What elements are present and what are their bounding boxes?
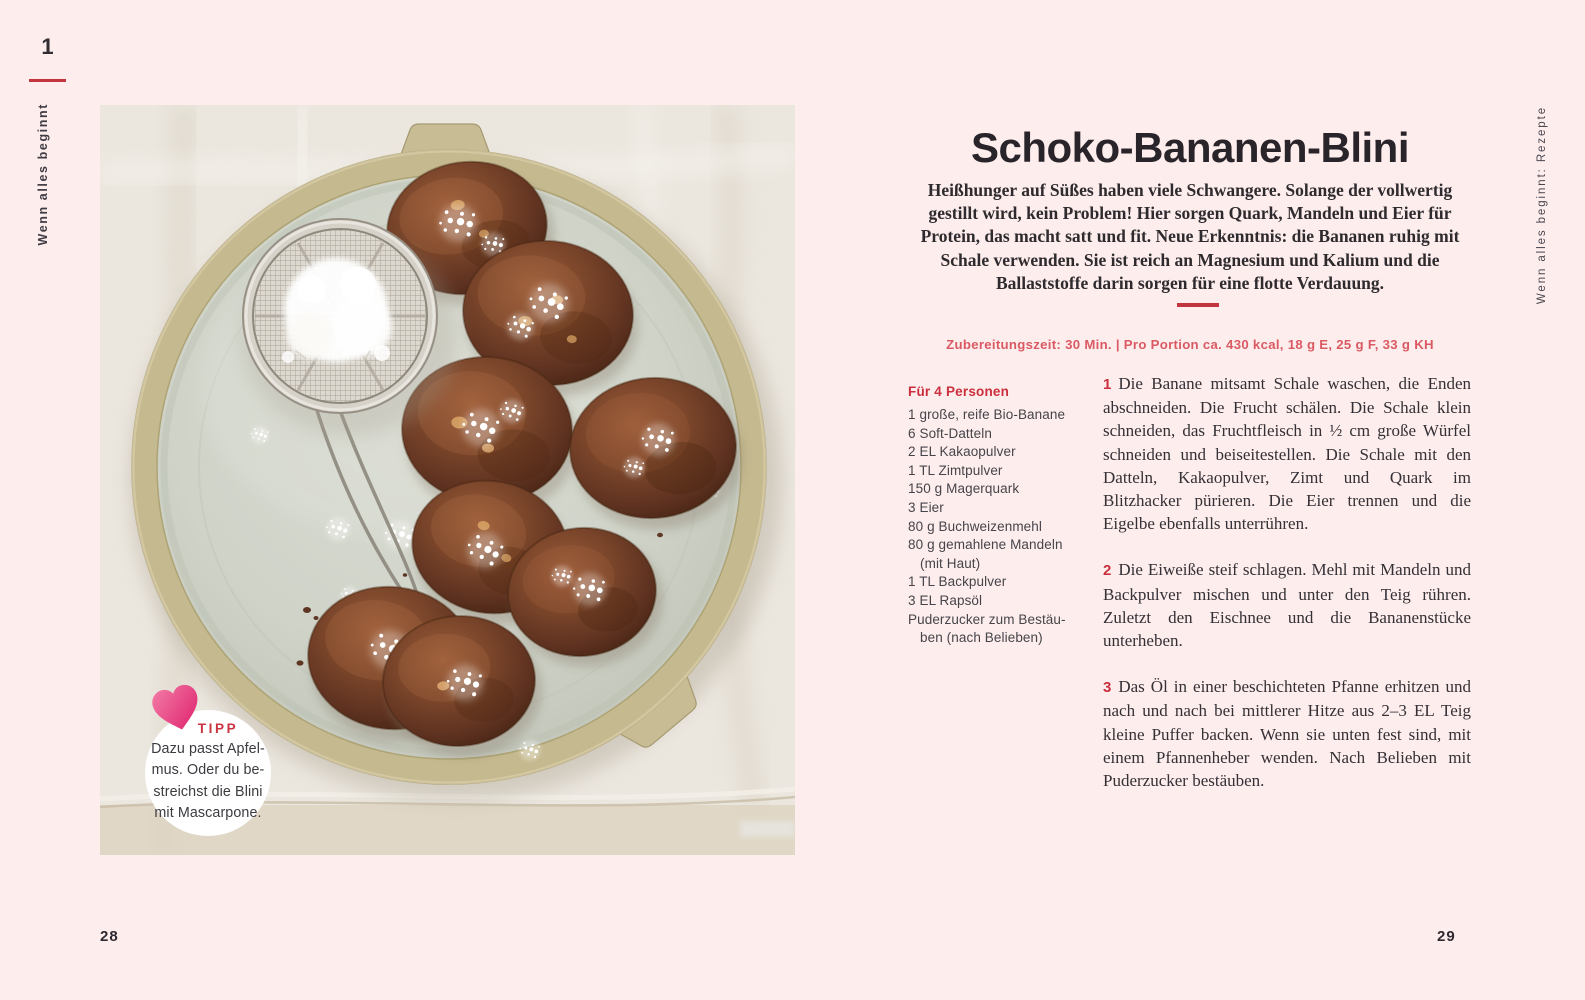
ingredient: 2 EL Kakaopulver [908,444,1016,460]
chapter-number: 1 [41,34,55,59]
chapter-rule [29,79,66,82]
ingredient: 3 EL Rapsöl [908,592,983,608]
step [1103,675,1471,792]
red-divider [1177,303,1219,307]
step-number: 1 [1103,376,1112,393]
right-vertical-label: Wenn alles beginnt: Rezepte [1536,106,1548,305]
tip-line: mus. Oder du be- [151,762,265,779]
step-text: Das Öl in einer beschichteten Pfanne erhitzen und nach und nach bei mittlerer Hitze aus 2–3 EL Teig kleine Puffer backen. Wenn sie unten fest sind, mit einem Pfannenheber wenden. Nach Belieben mit Puderzucker bestäuben. [1103,677,1471,791]
ingredient: 6 Soft-Datteln [908,425,992,441]
recipe-meta: Zubereitungszeit: 30 Min. | Pro Portion ca. 430 kcal, 18 g E, 25 g F, 33 g KH [946,337,1434,352]
step-text: Die Banane mitsamt Schale waschen, die Enden abschneiden. Die Frucht schälen. Die Schale klein schneiden, das Fruchtfleisch in ½ cm große Würfel schneiden und beiseitestellen. Die Schale mit den Datteln, Kakaopulver, Zimt und Quark im Blitzhacker pürieren. Die Eier trennen und die Eigelbe ebenfalls unterrühren. [1103,374,1471,534]
step-number: 3 [1103,679,1112,697]
step-text: Die Eiweiße steif schlagen. Mehl mit Mandeln und Backpulver mischen und unter den Teig rühren. Zuletzt den Eischnee und die Bananenstücke unterheben. [1103,560,1471,651]
recipe-intro: Heißhunger auf Süßes haben viele Schwangere. Solange der vollwertig gestillt wird, kein Problem! Hier sorgen Quark, Mandeln und Eier für Protein, das macht satt und fit. Neue Erkenntnis: die Bananen ruhig mit Schale verwenden. Sie ist reich an Magnesium und Kalium und die Ballaststoffe darin sorgen für eine flotte Verdauung. [920,179,1460,294]
ingredient-continuation: (mit Haut) [920,555,981,571]
step [1103,372,1471,535]
ingredient: 1 TL Backpulver [908,574,1007,590]
left-vertical-label: Wenn alles beginnt [36,103,50,246]
step-number: 2 [1103,562,1112,580]
ingredient-continuation: ben (nach Belieben) [920,630,1043,646]
tip-text [145,739,271,825]
recipe-title: Schoko-Bananen-Blini [970,124,1410,172]
tip-circle [145,710,271,836]
ingredient: Puderzucker zum Bestäu- [908,611,1066,627]
tip-line: streichst die Blini [153,783,263,800]
page-number-right: 29 [1437,928,1456,945]
ingredient: 1 TL Zimtpulver [908,462,1003,478]
instructions [1103,372,1471,792]
ingredients-list [908,384,1093,648]
step [1103,558,1471,652]
ingredient: 3 Eier [908,499,944,515]
ingredient: 1 große, reife Bio-Banane [908,407,1066,422]
page-number-left: 28 [100,928,119,945]
servings-heading: Für 4 Personen [908,384,1010,399]
tip-line: mit Mascarpone. [154,805,262,822]
ingredient: 80 g gemahlene Mandeln [908,537,1063,553]
tip-line: Dazu passt Apfel- [151,741,265,757]
tip-label: TIPP [197,721,239,736]
ingredient: 150 g Magerquark [908,481,1020,497]
ingredient: 80 g Buchweizenmehl [908,518,1042,534]
